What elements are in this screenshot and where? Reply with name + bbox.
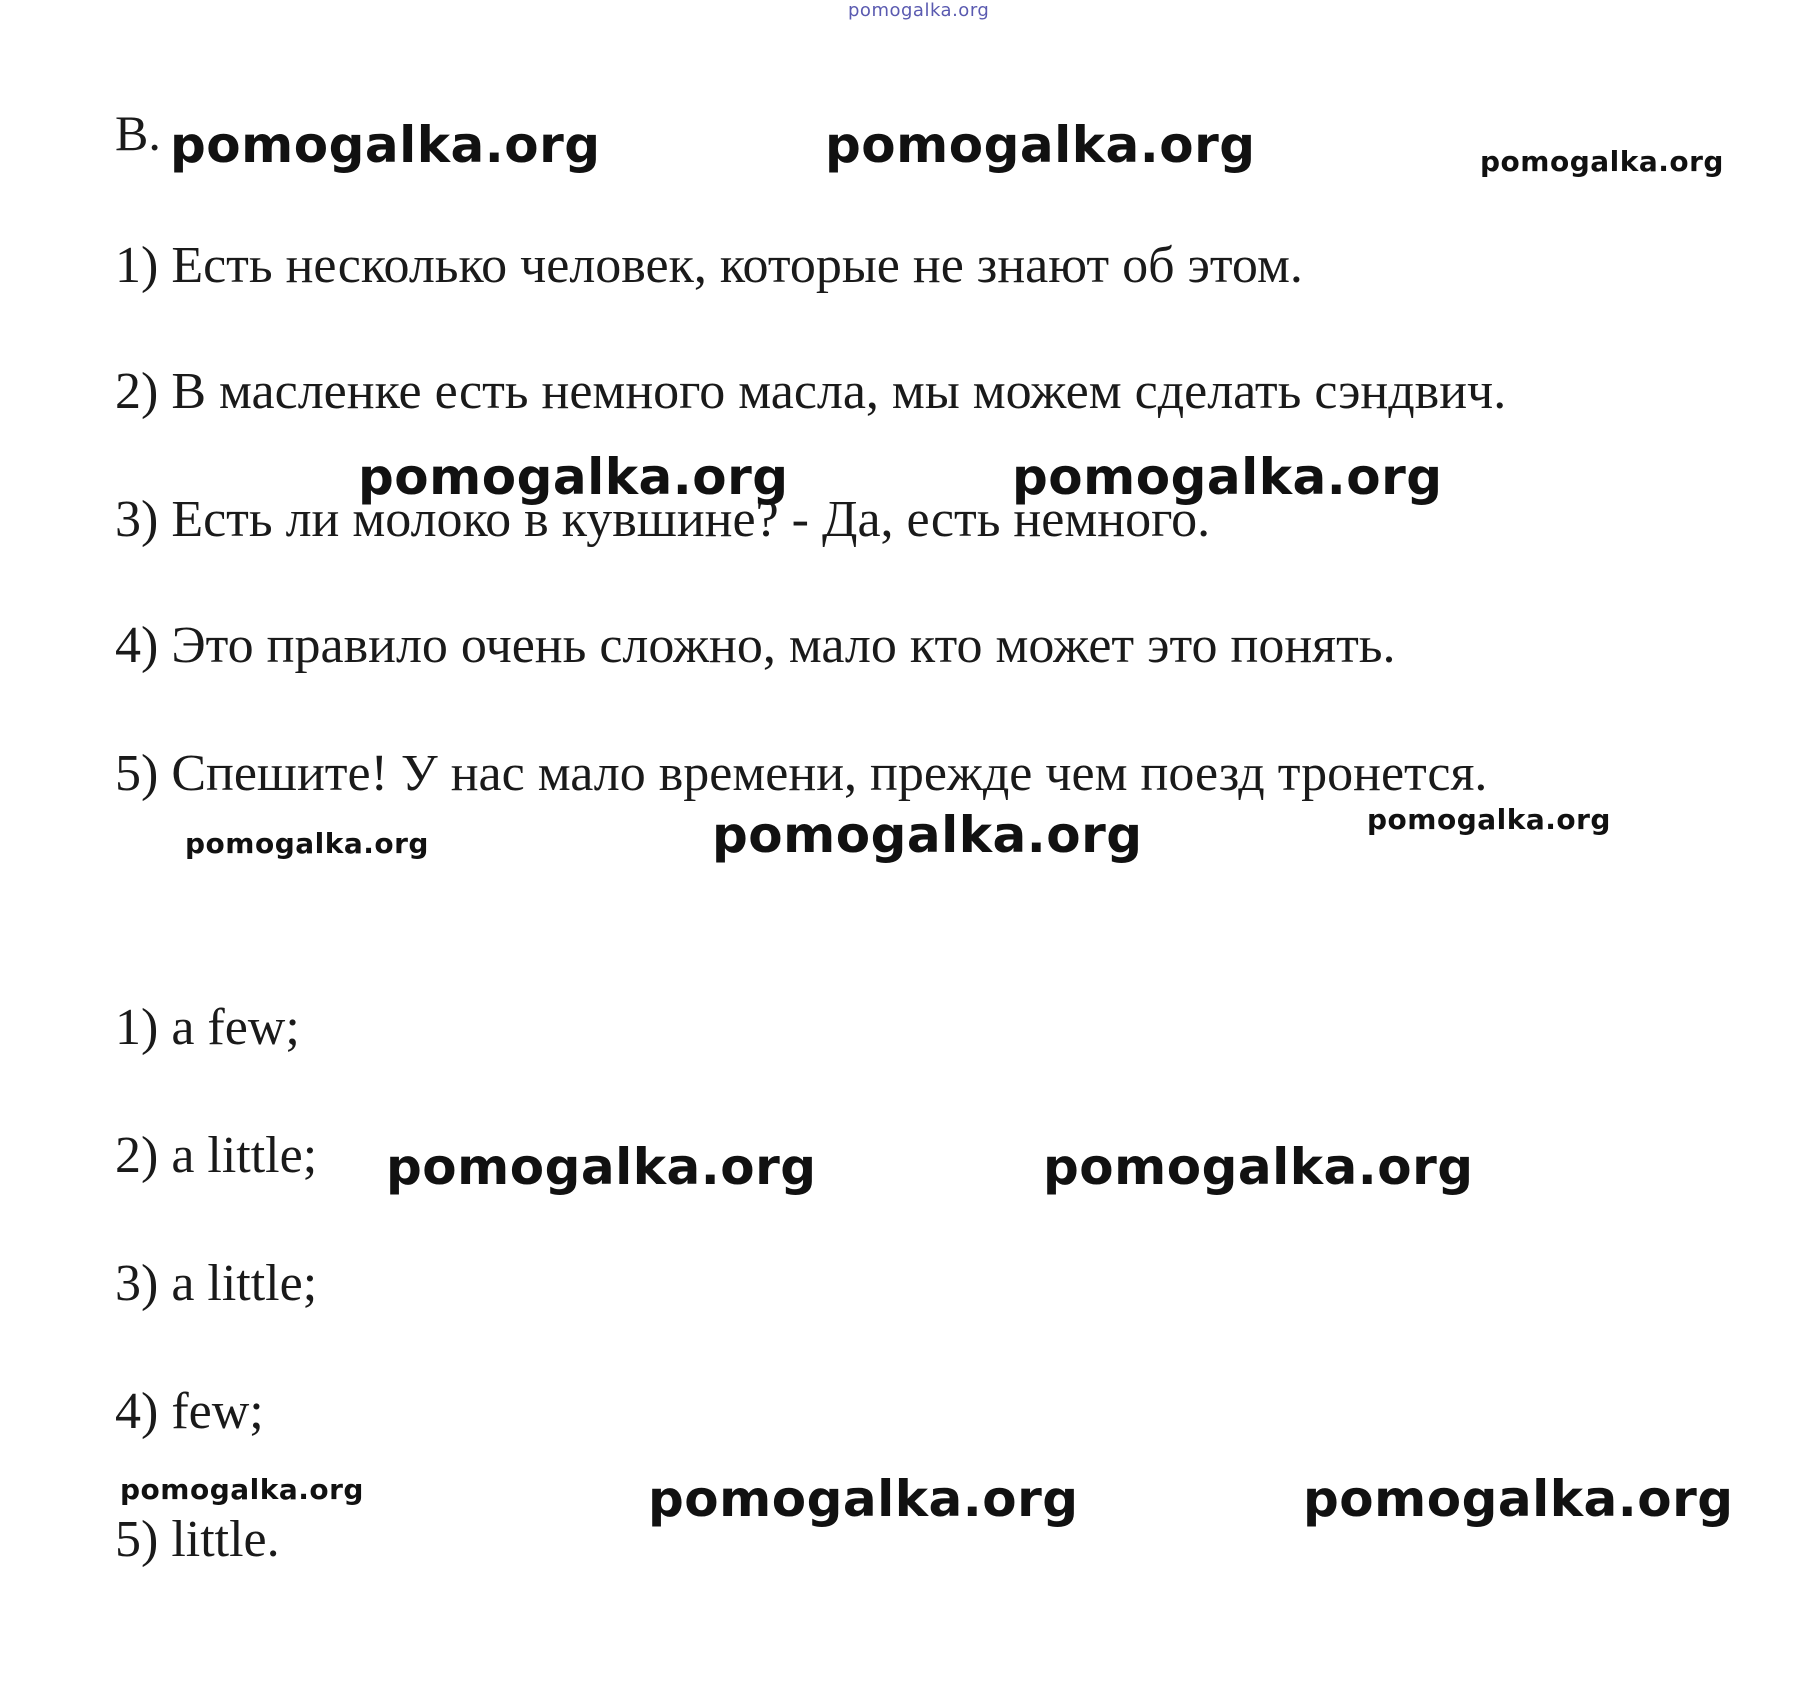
translation-line-4: 4) Это правило очень сложно, мало кто может это понять. (115, 617, 1396, 674)
watermark: pomogalka.org (358, 448, 789, 506)
watermark: pomogalka.org (1012, 448, 1443, 506)
answer-line-3: 3) a little; (115, 1255, 318, 1312)
answer-line-5: 5) little. (115, 1511, 280, 1568)
watermark: pomogalka.org (1043, 1138, 1474, 1196)
answer-line-4: 4) few; (115, 1383, 264, 1440)
watermark-top: pomogalka.org (848, 0, 990, 21)
watermark: pomogalka.org (1480, 145, 1724, 178)
translation-line-2: 2) В масленке есть немного масла, мы можем сделать сэндвич. (115, 363, 1507, 420)
watermark: pomogalka.org (712, 806, 1143, 864)
watermark: pomogalka.org (1367, 803, 1611, 836)
translation-line-5: 5) Спешите! У нас мало времени, прежде чем поезд тронется. (115, 745, 1488, 802)
watermark: pomogalka.org (386, 1138, 817, 1196)
watermark: pomogalka.org (1303, 1470, 1734, 1528)
watermark: pomogalka.org (825, 116, 1256, 174)
watermark: pomogalka.org (120, 1473, 364, 1506)
translation-line-3: 3) Есть ли молоко в кувшине? - Да, есть немного. (115, 491, 1211, 548)
section-label: B. (115, 105, 161, 161)
translation-line-1: 1) Есть несколько человек, которые не знают об этом. (115, 237, 1303, 294)
watermark: pomogalka.org (185, 827, 429, 860)
answer-line-1: 1) a few; (115, 999, 300, 1056)
watermark: pomogalka.org (648, 1470, 1079, 1528)
answer-line-2: 2) a little; (115, 1127, 318, 1184)
watermark: pomogalka.org (170, 116, 601, 174)
